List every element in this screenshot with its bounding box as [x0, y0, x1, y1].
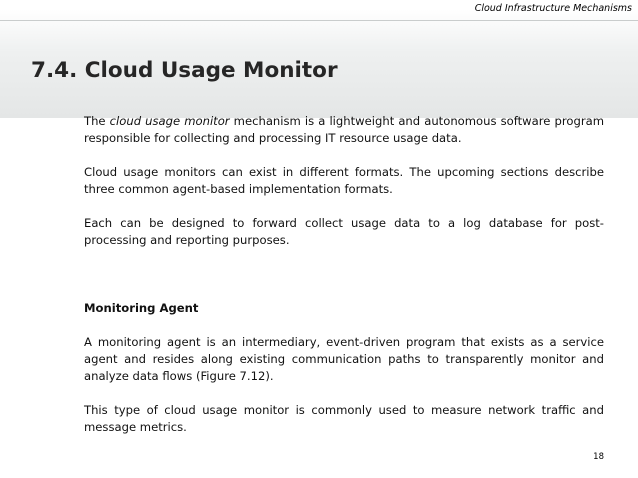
header-divider: [0, 20, 638, 21]
page-number: 18: [593, 452, 604, 462]
section-spacer: [84, 266, 604, 300]
agent-paragraph: A monitoring agent is an intermediary, event-driven program that exists as a service agent and resides along existing communication paths to transparently monitor and analyze data flows (Figure 7.12).: [84, 335, 604, 383]
slide-title: 7.4. Cloud Usage Monitor: [31, 58, 338, 83]
intro-rest: mechanism is a lightweight and autonomous software program responsible for collecting and processing IT resource usage data.: [84, 114, 604, 145]
section-tag: Cloud Infrastructure Mechanisms: [474, 3, 632, 14]
slide-body: [84, 113, 604, 453]
subsection-heading: Monitoring Agent: [84, 301, 199, 315]
forwarding-paragraph: Each can be designed to forward collect usage data to a log database for post-processing and reporting purposes.: [84, 216, 604, 247]
intro-lead: The: [84, 114, 110, 128]
intro-term: cloud usage monitor: [109, 114, 230, 128]
usage-paragraph: This type of cloud usage monitor is commonly used to measure network traffic and message metrics.: [84, 403, 604, 434]
intro-paragraph: [84, 113, 604, 147]
formats-paragraph: Cloud usage monitors can exist in different formats. The upcoming sections describe three common agent-based implementation formats.: [84, 165, 604, 196]
